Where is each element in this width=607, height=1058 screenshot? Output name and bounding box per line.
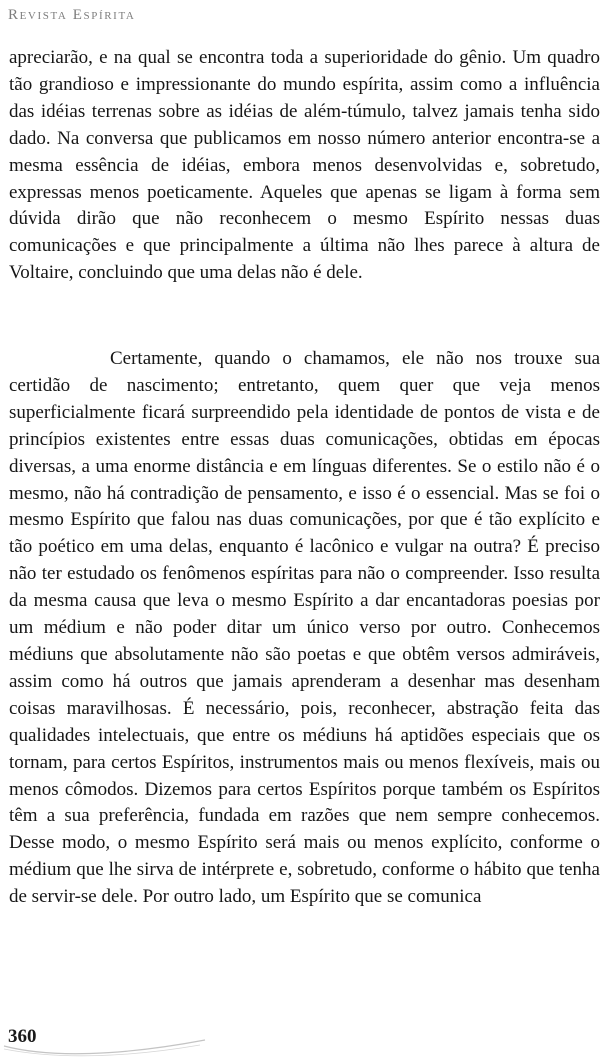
body-paragraph-1 — [9, 45, 600, 287]
page-number: 360 — [8, 1026, 37, 1047]
body-paragraph-2 — [9, 346, 600, 911]
running-header-title: Revista Espírita — [8, 7, 136, 23]
decorative-swoosh — [0, 1016, 260, 1058]
paragraph-text: apreciarão, e na qual se encontra toda a superioridade do gênio. Um quadro tão grandioso e impressionante do mundo espírita, assim como a influência das idéias terrenas sobre as idéias de além-túmulo, talvez jamais tenha sido dado. Na conversa que publicamos em nosso número anterior encontra-se a mesma essência de idéias, embora menos desenvolvidas e, sobretudo, expressas menos poeticamente. Aqueles que apenas se ligam à forma sem dúvida dirão que não reconhecem o mesmo Espírito nessas duas comunicações e que principalmente a última não lhes parece à altura de Voltaire, concluindo que uma delas não é dele. — [9, 47, 600, 284]
page-footer — [0, 1016, 607, 1058]
paragraph-text: Certamente, quando o chamamos, ele não nos trouxe sua certidão de nascimento; entretanto, quem quer que veja menos superficialmente ficará surpreendido pela identidade de pontos de vista e de princípios existentes entre essas duas comunicações, obtidas em épocas diversas, a uma enorme distância e em línguas diferentes. Se o estilo não é o mesmo, não há contradição de pensamento, e isso é o essencial. Mas se foi o mesmo Espírito que falou nas duas comunicações, por que é tão explícito e tão poético em uma delas, enquanto é lacônico e vulgar na outra? É preciso não ter estudado os fenômenos espíritas para não o compreender. Isso resulta da mesma causa que leva o mesmo Espírito a dar encantadoras poesias por um médium e não poder ditar um único verso por outro. Conhecemos médiuns que absolutamente não são poetas e que obtêm versos admiráveis, assim como há outros que jamais aprenderam a desenhar mas desenham coisas maravilhosas. É necessário, pois, reconhecer, abstração feita das qualidades intelectuais, que entre os médiuns há aptidões especiais que os tornam, para certos Espíritos, instrumentos mais ou menos flexíveis, mais ou menos cômodos. Dizemos para certos Espíritos porque também os Espíritos têm a sua preferência, fundada em razões que nem sempre conhecemos. Desse modo, o mesmo Espírito será mais ou menos explícito, conforme o médium que lhe sirva de intérprete e, sobretudo, conforme o hábito que tenha de servir-se dele. Por outro lado, um Espírito que se comunica — [9, 348, 600, 908]
